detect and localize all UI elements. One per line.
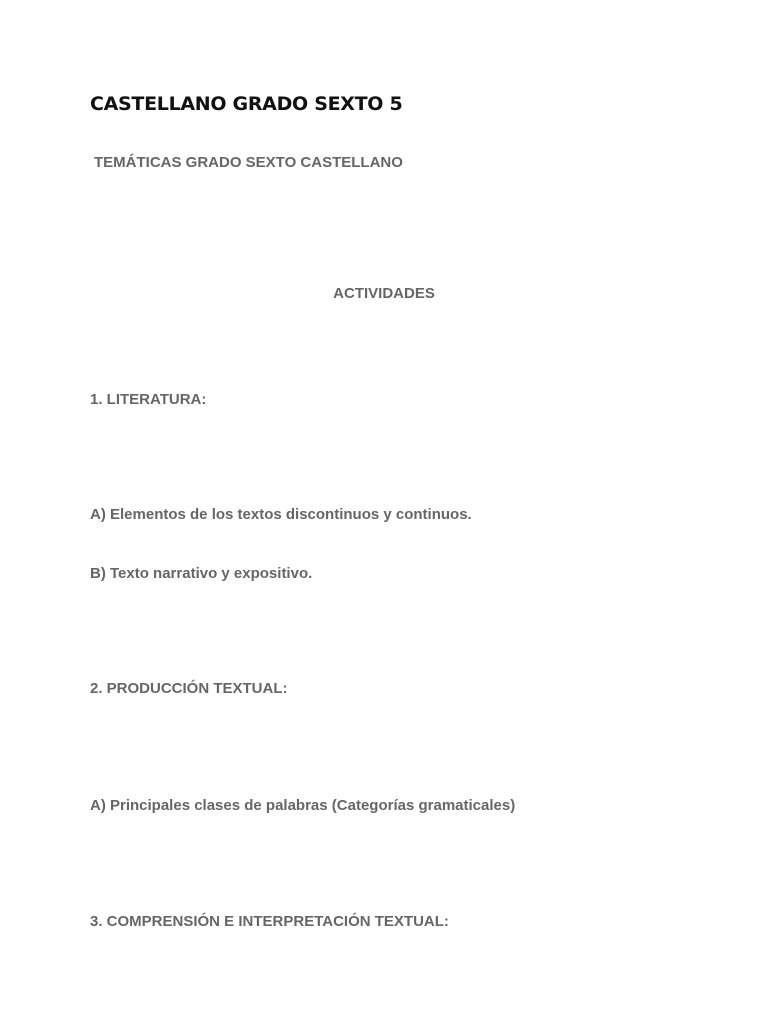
section-heading-literatura: 1. LITERATURA: xyxy=(90,391,207,408)
section-item: A) Elementos de los textos discontinuos y continuos. xyxy=(90,506,472,523)
document-title: CASTELLANO GRADO SEXTO 5 xyxy=(90,93,403,115)
section-heading-produccion-textual: 2. PRODUCCIÓN TEXTUAL: xyxy=(90,680,288,697)
section-heading-comprension-interpretacion: 3. COMPRENSIÓN E INTERPRETACIÓN TEXTUAL: xyxy=(90,913,449,930)
section-item: B) Texto narrativo y expositivo. xyxy=(90,565,313,582)
document-subtitle: TEMÁTICAS GRADO SEXTO CASTELLANO xyxy=(94,154,403,171)
activities-heading: ACTIVIDADES xyxy=(333,285,435,302)
section-item: A) Principales clases de palabras (Categorías gramaticales) xyxy=(90,797,516,814)
